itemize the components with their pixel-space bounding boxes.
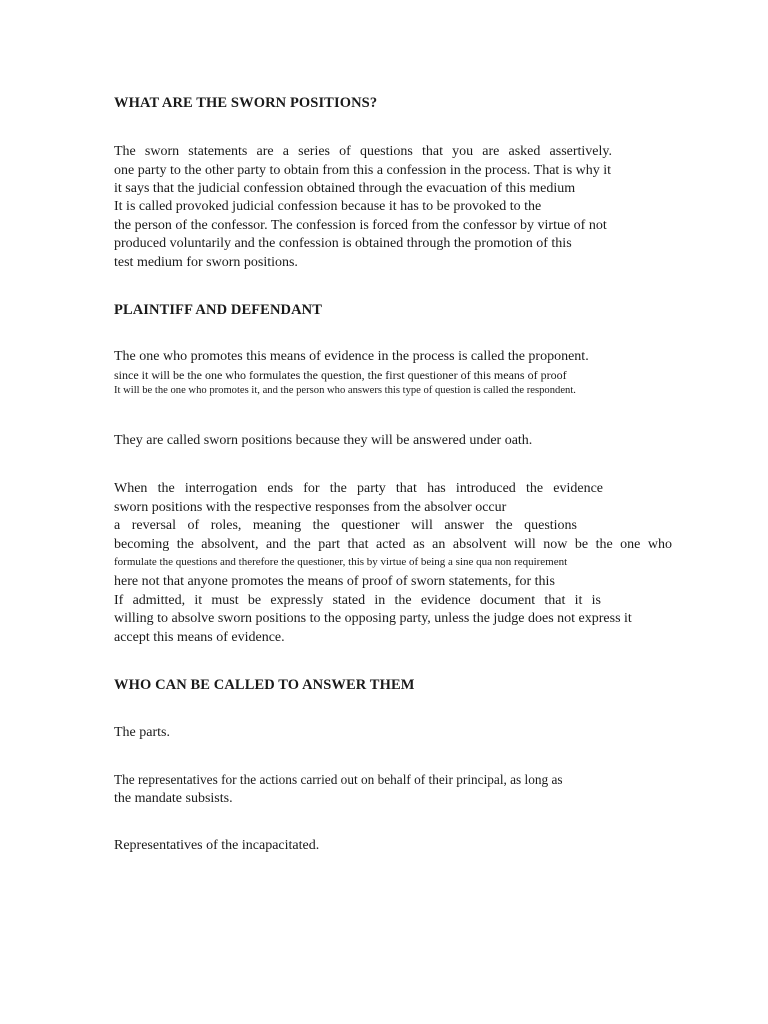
text-line: The one who promotes this means of evidence in the process is called the proponent. (114, 349, 589, 364)
text-line: since it will be the one who formulates the question, the first questioner of this means of proof (114, 368, 567, 382)
text-line: accept this means of evidence. (114, 630, 285, 645)
text-line: The parts. (114, 725, 170, 740)
text-line: formulate the questions and therefore the questioner, this by virtue of being a sine qua non requirement (114, 556, 568, 568)
text-line: produced voluntarily and the confession is obtained through the promotion of this (114, 236, 572, 251)
text-line: test medium for sworn positions. (114, 255, 298, 270)
text-line: Representatives of the incapacitated. (114, 838, 320, 853)
text-line: here not that anyone promotes the means of proof of sworn statements, for this (114, 574, 555, 589)
text-line: becoming the absolvent, and the part that acted as an absolvent will now be the one who (114, 537, 672, 552)
text-line: The representatives for the actions carried out on behalf of their principal, as long as (114, 772, 563, 787)
section-heading-plaintiff-defendant: PLAINTIFF AND DEFENDANT (114, 302, 322, 318)
text-line: The sworn statements are a series of questions that you are asked assertively. (114, 144, 612, 159)
section-heading-sworn-positions: WHAT ARE THE SWORN POSITIONS? (114, 95, 378, 111)
text-line: it says that the judicial confession obtained through the evacuation of this medium (114, 181, 576, 196)
text-line: It is called provoked judicial confession because it has to be provoked to the (114, 199, 542, 214)
text-line: a reversal of roles, meaning the questioner will answer the questions (114, 518, 577, 533)
text-line: the person of the confessor. The confession is forced from the confessor by virtue of not (114, 218, 607, 233)
text-line: one party to the other party to obtain from this a confession in the process. That is why it (114, 163, 612, 178)
text-line: willing to absolve sworn positions to the opposing party, unless the judge does not express it (114, 611, 632, 626)
text-line: It will be the one who promotes it, and the person who answers this type of question is called the respondent. (114, 385, 576, 396)
text-line: When the interrogation ends for the party that has introduced the evidence (114, 481, 603, 496)
text-line: If admitted, it must be expressly stated in the evidence document that it is (114, 593, 601, 608)
section-heading-who-can-answer: WHO CAN BE CALLED TO ANSWER THEM (114, 677, 415, 693)
text-line: They are called sworn positions because they will be answered under oath. (114, 433, 533, 448)
text-line: the mandate subsists. (114, 791, 233, 806)
text-line: sworn positions with the respective responses from the absolver occur (114, 500, 507, 515)
